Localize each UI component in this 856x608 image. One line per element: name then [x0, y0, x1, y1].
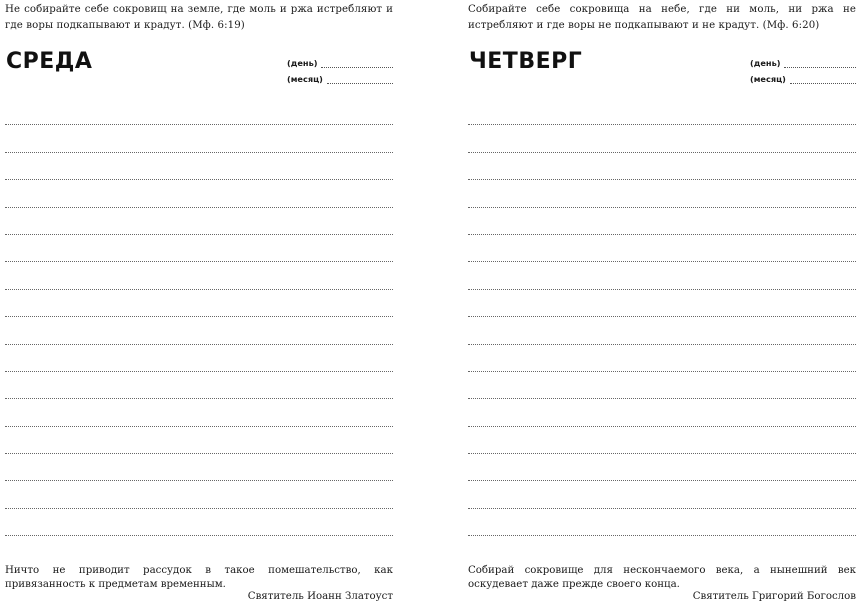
- quote-author: Святитель Григорий Богослов: [692, 591, 856, 602]
- month-field-line[interactable]: [327, 74, 393, 84]
- day-field[interactable]: [287, 52, 393, 68]
- writing-line[interactable]: [5, 153, 393, 180]
- writing-line[interactable]: [5, 125, 393, 152]
- writing-line[interactable]: [468, 317, 856, 344]
- writing-line[interactable]: [5, 262, 393, 289]
- day-title: СРЕДА: [6, 49, 93, 74]
- day-field-line[interactable]: [321, 58, 393, 68]
- writing-line[interactable]: [468, 208, 856, 235]
- day-field-line[interactable]: [784, 58, 856, 68]
- writing-line[interactable]: [5, 454, 393, 481]
- writing-lines: [5, 98, 393, 536]
- date-fields: [750, 52, 856, 84]
- left-page: [5, 0, 393, 608]
- day-field[interactable]: [750, 52, 856, 68]
- writing-line[interactable]: [5, 481, 393, 508]
- writing-line[interactable]: [468, 235, 856, 262]
- writing-line[interactable]: [5, 399, 393, 426]
- month-field-line[interactable]: [790, 74, 856, 84]
- writing-lines: [468, 98, 856, 536]
- day-title: ЧЕТВЕРГ: [469, 49, 583, 74]
- epigraph: Не собирайте себе сокровищ на земле, где моль и ржа истребляют и где воры подкапывают и крадут. (Мф. 6:19): [5, 4, 393, 31]
- writing-line[interactable]: [5, 98, 393, 125]
- writing-line[interactable]: [468, 290, 856, 317]
- writing-line[interactable]: [5, 180, 393, 207]
- writing-line[interactable]: [468, 180, 856, 207]
- month-field-label: (месяц): [750, 74, 786, 84]
- writing-line[interactable]: [5, 317, 393, 344]
- writing-line[interactable]: [5, 509, 393, 536]
- writing-line[interactable]: [468, 262, 856, 289]
- day-field-label: (день): [287, 58, 318, 68]
- quote: Собирай сокровище для нескончаемого века, а нынешний век оскудевает даже прежде своего конца.: [468, 565, 856, 590]
- writing-line[interactable]: [5, 235, 393, 262]
- writing-line[interactable]: [5, 345, 393, 372]
- right-page: [468, 0, 856, 608]
- writing-line[interactable]: [468, 399, 856, 426]
- writing-line[interactable]: [5, 208, 393, 235]
- epigraph: Собирайте себе сокровища на небе, где ни моль, ни ржа не истребляют и где воры не подкапывают и не крадут. (Мф. 6:20): [468, 4, 856, 31]
- writing-line[interactable]: [5, 290, 393, 317]
- month-field[interactable]: [750, 68, 856, 84]
- writing-line[interactable]: [468, 372, 856, 399]
- date-fields: [287, 52, 393, 84]
- writing-line[interactable]: [468, 345, 856, 372]
- writing-line[interactable]: [468, 98, 856, 125]
- writing-line[interactable]: [5, 427, 393, 454]
- writing-line[interactable]: [468, 125, 856, 152]
- month-field-label: (месяц): [287, 74, 323, 84]
- writing-line[interactable]: [468, 509, 856, 536]
- month-field[interactable]: [287, 68, 393, 84]
- quote-author: Святитель Иоанн Златоуст: [247, 591, 393, 602]
- writing-line[interactable]: [468, 153, 856, 180]
- writing-line[interactable]: [468, 427, 856, 454]
- writing-line[interactable]: [468, 481, 856, 508]
- quote: Ничто не приводит рассудок в такое помешательство, как привязанность к предметам временным.: [5, 565, 393, 590]
- writing-line[interactable]: [468, 454, 856, 481]
- day-field-label: (день): [750, 58, 781, 68]
- writing-line[interactable]: [5, 372, 393, 399]
